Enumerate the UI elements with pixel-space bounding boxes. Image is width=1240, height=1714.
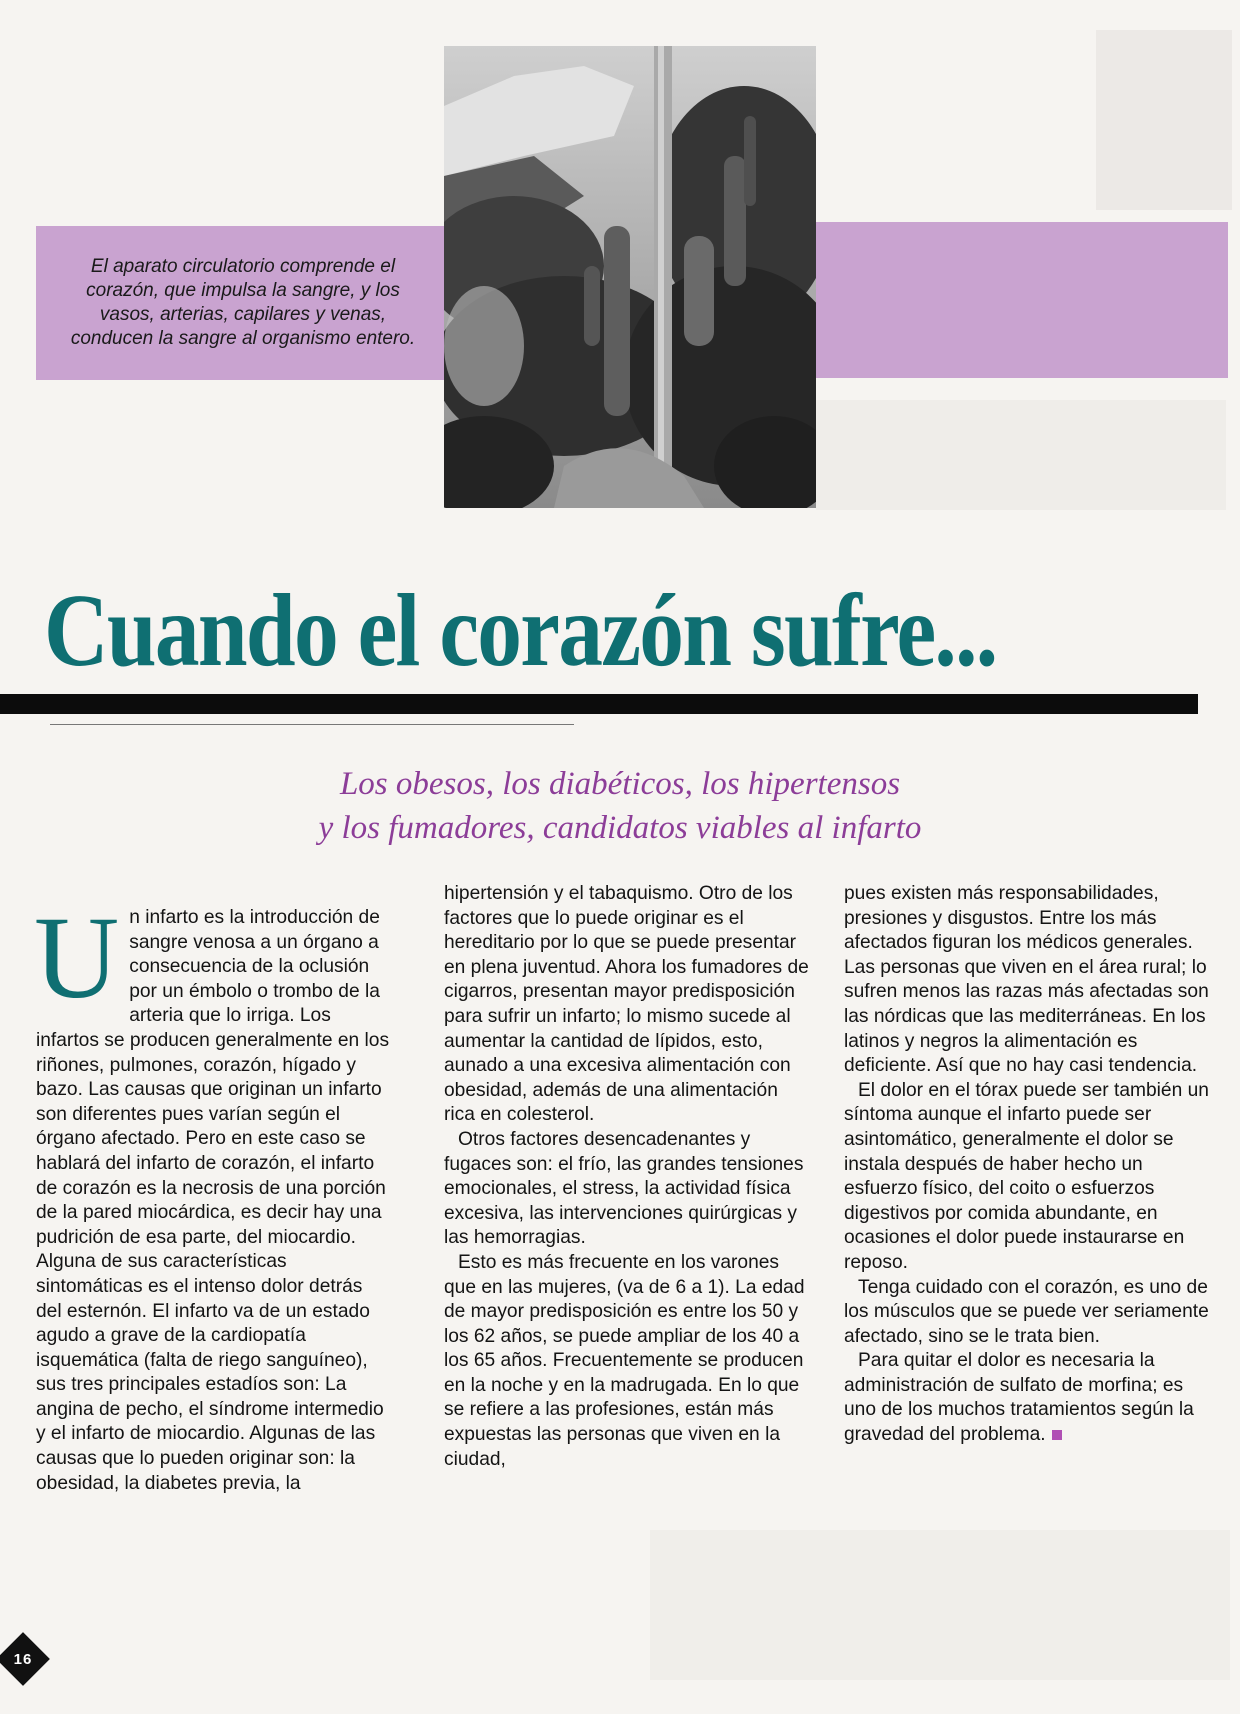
page-number: 16 (13, 1650, 33, 1668)
article-title: Cuando el corazón sufre... (44, 573, 997, 688)
garden-photo (444, 46, 816, 508)
col3-paragraph-4-text: Para quitar el dolor es necesaria la administración de sulfato de morfina; es uno de los muchos tratamientos según la gravedad del problema. (844, 1350, 1194, 1446)
drop-cap: U (34, 892, 120, 1023)
col3-paragraph-3: Tenga cuidado con el corazón, es uno de los músculos que se puede ver seriamente afectado, sino se le trata bien. (844, 1276, 1209, 1347)
title-rule-thin (50, 724, 574, 725)
col3-paragraph-4 (844, 1349, 1218, 1447)
col1-paragraph-1: n infarto es la introducción de sangre venosa a un órgano a consecuencia de la oclusión por un émbolo o trombo de la arteria que lo irriga. Los infartos se producen generalmente en los riñones, pulmones, corazón, hígado y bazo. Las causas que originan un infarto son diferentes pues varían según el órgano afectado. Pero en este caso se hablará del infarto de corazón, el infarto de corazón es la necrosis de una porción de la pared miocárdica, es decir hay una pudrición de esa parte, del miocardio. Alguna de sus características sintomáticas es el intenso dolor detrás del esternón. El infarto va de un estado agudo a grave de la cardiopatía isquemática (falta de riego sanguíneo), sus tres principales estadíos son: La angina de pecho, el síndrome intermedio y el infarto de miocardio. Algunas de las causas que lo pueden originar son: la obesidad, la diabetes previa, la (36, 907, 390, 1494)
photo-caption: El aparato circulatorio comprende el corazón, que impulsa la sangre, y los vasos, arterias, capilares y venas, conducen la sangre al organismo entero. (70, 256, 416, 349)
col2-paragraph-2: Otros factores desencadenantes y fugaces son: el frío, las grandes tensiones emocionales, el stress, la actividad física excesiva, las intervenciones quirúrgicas y las hemorragias. (444, 1128, 804, 1249)
bleed-through-bottom-right (650, 1530, 1230, 1680)
col3-paragraph-1: pues existen más responsabilidades, presiones y disgustos. Entre los más afectados figuran los médicos generales. Las personas que viven en el área rural; lo sufren menos las razas más afectadas son las nórdicas que las mediterráneas. En los latinos y negros la alimentación es deficiente. Así que no hay casi tendencia. (844, 883, 1209, 1077)
end-of-article-mark (1052, 1430, 1062, 1440)
col3-paragraph-2: El dolor en el tórax puede ser también un síntoma aunque el infarto puede ser asintomático, generalmente el dolor se instala después de haber hecho un esfuerzo físico, del coito o esfuerzos digestivos por comida abundante, en ocasiones el dolor puede instaurarse en reposo. (844, 1079, 1209, 1273)
subtitle-line-2: y los fumadores, candidatos viables al infarto (318, 810, 922, 846)
decorative-band-right (816, 222, 1228, 378)
column-2 (444, 882, 810, 1472)
article-subtitle (0, 762, 1240, 850)
col2-paragraph-1: hipertensión y el tabaquismo. Otro de los factores que lo puede originar es el hereditario por lo que se puede presentar en plena juventud. Ahora los fumadores de cigarros, presentan mayor predisposición para sufrir un infarto; lo mismo sucede al aumentar la cantidad de lípidos, esto, aunado a una excesiva alimentación con obesidad, además de una alimentación rica en colesterol. (444, 883, 809, 1126)
col2-paragraph-3: Esto es más frecuente en los varones que en las mujeres, (va de 6 a 1). La edad de mayor predisposición es entre los 50 y los 62 años, se puede ampliar de los 40 a los 65 años. Frecuentemente se producen en la noche y en la madrugada. En lo que se refiere a las profesiones, están más expuestas las personas que viven en la ciudad, (444, 1251, 805, 1470)
subtitle-line-1: Los obesos, los diabéticos, los hipertensos (339, 766, 901, 802)
column-1 (34, 892, 390, 1496)
bleed-through-right (816, 400, 1226, 510)
bleed-through-top-right (1096, 30, 1232, 210)
cactus-garden-image (444, 46, 816, 508)
column-3 (844, 882, 1218, 1448)
caption-band (36, 226, 450, 380)
title-rule-thick (0, 694, 1198, 714)
